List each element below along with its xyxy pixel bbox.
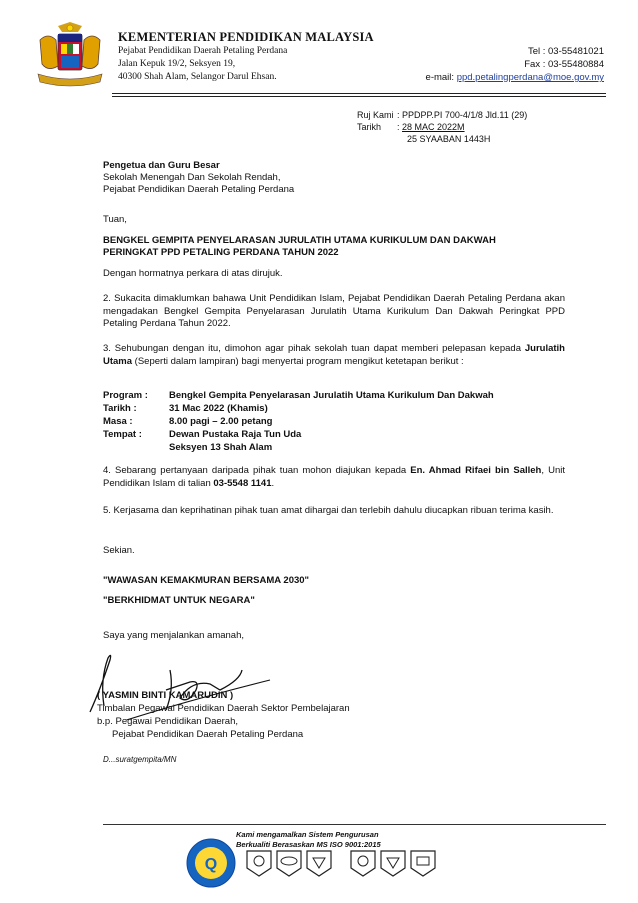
telephone: Tel : 03-55481021 — [527, 46, 604, 57]
paragraph-4-text-a: 4. Sebarang pertanyaan daripada pihak tuan mohon diajukan kepada — [103, 465, 411, 476]
email-label: e-mail: — [425, 72, 457, 83]
letter-date: Tarikh : 28 MAC 2022M — [357, 122, 465, 132]
program-value: Bengkel Gempita Penyelarasan Jurulatih Utama Kurikulum Dan Dakwah — [169, 390, 494, 401]
certification-badge-2 — [276, 848, 302, 878]
quality-statement-2: Berkualiti Berasaskan MS ISO 9001:2015 — [236, 840, 381, 849]
subject-line-1: BENGKEL GEMPITA PENYELARASAN JURULATIH UTAMA KURIKULUM DAN DAKWAH — [103, 235, 496, 246]
email-link[interactable]: ppd.petalingperdana@moe.gov.my — [456, 72, 604, 83]
time-row — [103, 416, 273, 429]
venue-label: Tempat : — [103, 429, 142, 440]
malaysia-coat-of-arms-logo — [34, 22, 106, 88]
signatory-title-1: Timbalan Pegawai Pendidikan Daerah Sektor Pembelajaran — [97, 703, 350, 714]
paragraph-4-text-c: . — [271, 477, 275, 489]
program-label: Program : — [103, 390, 148, 401]
paragraph-3-text-a: 3. Sehubungan dengan itu, dimohon agar pihak sekolah tuan dapat memberi pelepasan kepada — [103, 343, 525, 354]
svg-text:Q: Q — [204, 856, 218, 873]
email-line — [426, 72, 604, 83]
paragraph-3-text-b: (Seperti dalam lampiran) bagi menyertai program mengikut ketetapan berikut : — [132, 355, 464, 367]
contact-person: En. Ahmad Rifaei bin Salleh — [410, 465, 542, 476]
fax: Fax : 03-55480884 — [524, 59, 604, 70]
motto-1: "WAWASAN KEMAKMURAN BERSAMA 2030" — [103, 575, 310, 586]
address-line-2: 40300 Shah Alam, Selangor Darul Ehsan. — [118, 72, 277, 82]
quality-circle-logo — [186, 838, 236, 888]
opening-line: Dengan hormatnya perkara di atas dirujuk. — [103, 268, 283, 279]
program-row — [103, 390, 494, 403]
paragraph-2: 2. Sukacita dimaklumkan bahawa Unit Pendidikan Islam, Pejabat Pendidikan Daerah Petaling Perdana akan mengadakan Bengkel Gempita Penyelarasan Jurulatih Utama Kurikulum Dan Dakwah Peringkat PPD Petaling Perdana Tahun 2022. — [103, 293, 565, 329]
venue-value: Dewan Pustaka Raja Tun Uda — [169, 429, 302, 440]
date-label: Tarikh — [357, 122, 382, 132]
header-divider — [112, 93, 606, 94]
motto-2: "BERKHIDMAT UNTUK NEGARA" — [103, 595, 255, 606]
time-value: 8.00 pagi – 2.00 petang — [169, 416, 273, 427]
paragraph-3-bold: Jurulatih Utama — [103, 343, 565, 367]
paragraph-3 — [103, 343, 565, 368]
reference-number — [357, 110, 527, 120]
contact-phone: 03-5548 1141 — [213, 477, 272, 489]
file-reference: D...suratgempita/MN — [103, 755, 177, 764]
recipient-line-2: Sekolah Menengah Dan Sekolah Rendah, — [103, 172, 281, 183]
ref-label: Ruj Kami — [357, 110, 394, 120]
certification-badge-4 — [350, 848, 376, 878]
date-value: 28 MAC 2022M — [402, 122, 465, 132]
time-label: Masa : — [103, 416, 133, 427]
ref-value: : PPDPP.PI 700-4/1/8 Jld.11 (29) — [397, 110, 528, 120]
certification-badge-5 — [380, 848, 406, 878]
signatory-title-3: Pejabat Pendidikan Daerah Petaling Perdana — [112, 729, 304, 740]
signatory-name: ( YASMIN BINTI KAMARUDIN ) — [97, 690, 234, 701]
subject-line-2: PERINGKAT PPD PETALING PERDANA TAHUN 2022 — [103, 247, 339, 258]
date-row — [103, 403, 268, 416]
date-value: 31 Mac 2022 (Khamis) — [169, 403, 268, 414]
recipient-title: Pengetua dan Guru Besar — [103, 160, 220, 171]
footer-divider — [103, 824, 606, 825]
address-line-1: Jalan Kepuk 19/2, Seksyen 19, — [118, 59, 236, 69]
paragraph-5: 5. Kerjasama dan keprihatinan pihak tuan amat dihargai dan terlebih dahulu diucapkan ribuan terima kasih. — [103, 505, 554, 516]
paragraph-4 — [103, 465, 565, 490]
quality-statement-1: Kami mengamalkan Sistem Pengurusan — [236, 830, 379, 839]
certification-badge-3 — [306, 848, 332, 878]
recipient-line-3: Pejabat Pendidikan Daerah Petaling Perdana — [103, 184, 295, 195]
venue-row — [103, 429, 301, 442]
paragraph-4-text-b: , Unit Pendidikan Islam di talian — [103, 465, 565, 489]
venue-row-2: Seksyen 13 Shah Alam — [169, 442, 273, 453]
signatory-title-2: b.p. Pegawai Pendidikan Daerah, — [97, 716, 239, 727]
hijri-date: 25 SYAABAN 1443H — [407, 134, 491, 144]
ministry-title: KEMENTERIAN PENDIDIKAN MALAYSIA — [118, 30, 374, 44]
salutation: Tuan, — [103, 214, 127, 225]
certification-badge-6 — [410, 848, 436, 878]
certification-badge-1 — [246, 848, 272, 878]
signoff: Saya yang menjalankan amanah, — [103, 630, 245, 641]
header-divider-thin — [112, 96, 606, 97]
closing: Sekian. — [103, 545, 135, 556]
date-label: Tarikh : — [103, 403, 137, 414]
office-name: Pejabat Pendidikan Daerah Petaling Perdana — [118, 46, 288, 56]
